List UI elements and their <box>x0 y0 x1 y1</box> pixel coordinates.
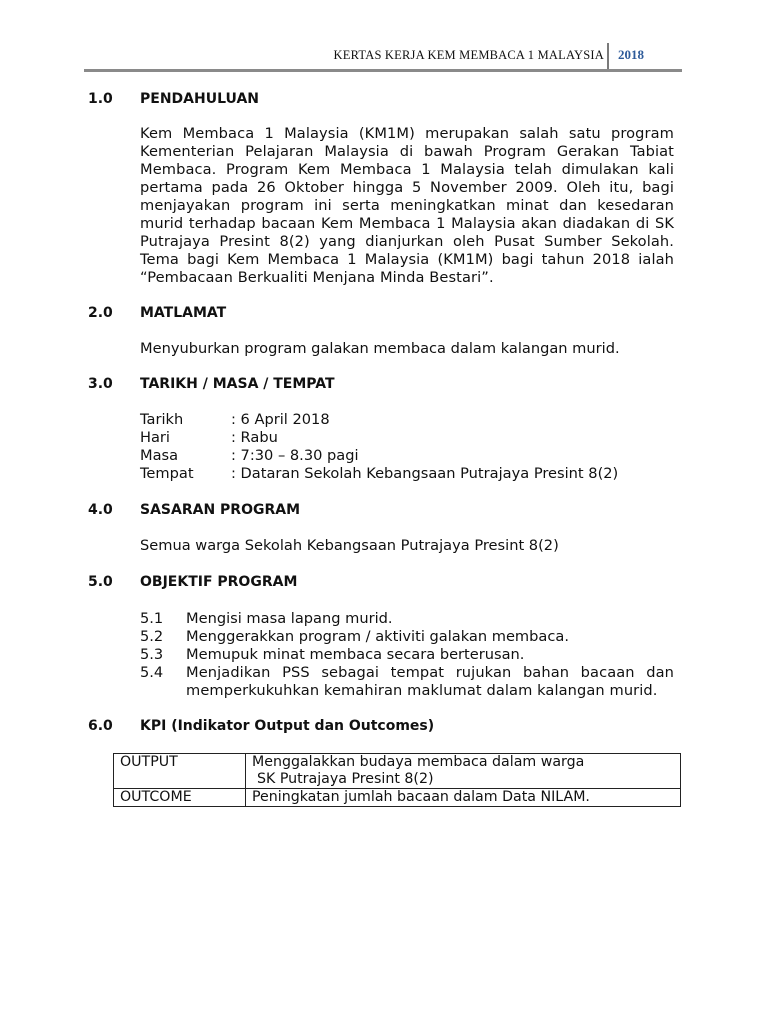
objective-text: Menggerakkan program / aktiviti galakan membaca. <box>186 628 569 645</box>
section-heading-tarikh: TARIKH / MASA / TEMPAT <box>140 376 335 392</box>
section-heading-objektif: OBJEKTIF PROGRAM <box>140 574 298 590</box>
kpi-value-line: SK Putrajaya Presint 8(2) <box>257 771 434 787</box>
objective-text: Memupuk minat membaca secara berterusan. <box>186 646 525 663</box>
objective-number: 5.4 <box>140 664 164 681</box>
header-rule <box>84 69 682 72</box>
objective-number: 5.3 <box>140 646 164 663</box>
objective-text: Menjadikan PSS sebagai tempat rujukan bahan bacaan dan memperkukuhkan kemahiran maklumat dalam kalangan murid. <box>186 664 674 699</box>
paragraph-theme: “Pembacaan Berkualiti Menjana Minda Bestari” <box>140 269 489 286</box>
kpi-label-outcome: OUTCOME <box>114 789 246 807</box>
objective-number: 5.2 <box>140 628 164 645</box>
objective-text: Mengisi masa lapang murid. <box>186 610 393 627</box>
matlamat-text: Menyuburkan program galakan membaca dalam kalangan murid. <box>140 340 620 357</box>
detail-value-tarikh: : 6 April 2018 <box>231 411 330 428</box>
section-number-4: 4.0 <box>88 502 113 518</box>
paragraph-intro: Kem Membaca 1 Malaysia (KM1M) merupakan salah satu program Kementerian Pelajaran Malaysia di bawah Program Gerakan Tabiat Membaca. Program Kem Membaca 1 Malaysia telah dimulakan kali pertama pada 26 Oktober hingga 5 November 2009. Oleh itu, bagi menjayakan program ini serta meningkatkan minat dan kesedaran murid terhadap bacaan Kem Membaca 1 Malaysia akan diadakan di SK Putrajaya Presint 8(2) yang dianjurkan oleh Pusat Sumber Sekolah. Tema bagi Kem Membaca 1 Malaysia (KM1M) bagi tahun 2018 ialah <box>140 125 674 268</box>
section-heading-pendahuluan: PENDAHULUAN <box>140 91 259 107</box>
objective-number: 5.1 <box>140 610 164 627</box>
kpi-label-output: OUTPUT <box>114 754 246 789</box>
header-year: 2018 <box>618 47 644 62</box>
kpi-row-outcome <box>114 789 681 807</box>
kpi-table <box>113 753 681 807</box>
section-heading-sasaran: SASARAN PROGRAM <box>140 502 301 518</box>
section-paragraph-pendahuluan <box>140 125 674 287</box>
section-number-3: 3.0 <box>88 376 113 392</box>
kpi-row-output <box>114 754 681 789</box>
section-number-5: 5.0 <box>88 574 113 590</box>
section-number-1: 1.0 <box>88 91 113 107</box>
sasaran-text: Semua warga Sekolah Kebangsaan Putrajaya Presint 8(2) <box>140 537 559 554</box>
detail-label-masa: Masa <box>140 447 179 464</box>
kpi-value-outcome: Peningkatan jumlah bacaan dalam Data NILAM. <box>246 789 681 807</box>
detail-value-hari: : Rabu <box>231 429 278 446</box>
section-heading-kpi: KPI (Indikator Output dan Outcomes) <box>140 718 435 734</box>
section-number-2: 2.0 <box>88 305 113 321</box>
kpi-value-output <box>246 754 681 789</box>
header-title: KERTAS KERJA KEM MEMBACA 1 MALAYSIA <box>333 48 604 62</box>
detail-label-hari: Hari <box>140 429 170 446</box>
section-heading-matlamat: MATLAMAT <box>140 305 227 321</box>
detail-label-tempat: Tempat <box>140 465 194 482</box>
detail-value-masa: : 7:30 – 8.30 pagi <box>231 447 359 464</box>
section-number-6: 6.0 <box>88 718 113 734</box>
kpi-value-line: Menggalakkan budaya membaca dalam warga <box>252 754 585 770</box>
header-divider <box>607 43 609 71</box>
detail-value-tempat: : Dataran Sekolah Kebangsaan Putrajaya Presint 8(2) <box>231 465 619 482</box>
detail-label-tarikh: Tarikh <box>140 411 184 428</box>
paragraph-end: . <box>488 269 494 286</box>
